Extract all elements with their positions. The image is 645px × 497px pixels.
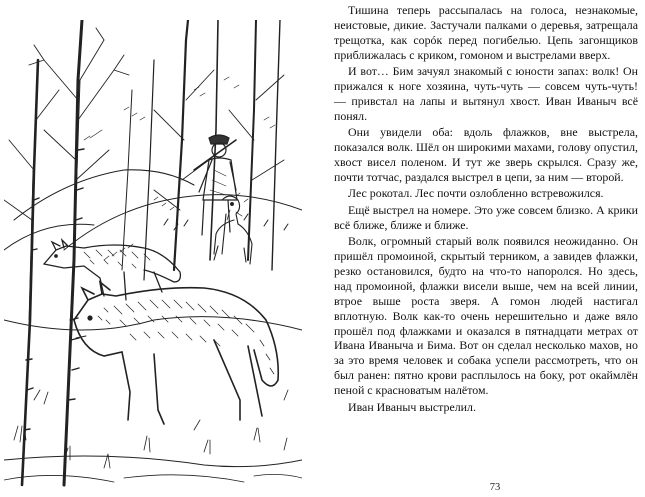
wolf-foreground [74,282,278,424]
illustration-wolves-hunter-dog [4,20,302,488]
ground-grass [4,390,302,482]
paragraph: Иван Иваныч выстрелил. [348,399,476,414]
forest-scene-drawing [4,20,302,488]
tree-branches [4,28,284,250]
paragraph: Лес рокотал. Лес почти озлобленно встревожился. [348,186,604,201]
setter-dog-bim [214,196,252,264]
birch-trees [22,20,280,485]
paragraph: Тишина теперь рассыпалась на голоса, незнакомые, неистовые, дикие. Застучали палками о деревья, затрещала трещотка, как сорóк перед погибелью. Цепь загонщиков приближалась с криком, гомоном и выстрелами вверх. [334,3,638,62]
page-number: 73 [489,482,501,493]
paragraph: Волк, огромный старый волк появился неожиданно. Он пришёл промоиной, скрытый терником, а завидев флажки, резко остановился, будто на что-то напоролся. Но здесь, над промоиной, флажки висели выше, чем на всей линии, втрое выше роста зверя. А гомон людей настигал вплотную. Волк как-то очень нерешительно и даже вяло прошёл под флажками и оказался в пятнадцати метрах от Ивана Иваныча и Бима. Вот он сделал несколько махов, но за это время человек и собака успели рассмотреть, что он был ранен: пятно крови расплылось на боку, рот окаймлён пеной с красноватым налётом. [334,234,638,398]
paragraph: И вот… Бим зачуял знакомый с юности запах: волк! Он прижался к ноге хозяина, чуть-чуть — совсем чуть-чуть! — привстал на лапы и вытянул хвост. Иван Иваныч всё понял. [334,64,638,123]
story-text-column [334,3,638,416]
paragraph: Они увидели оба: вдоль флажков, вне выстрела, показался волк. Шёл он широкими махами, голову опустил, хвост висел поленом. И тут же зверь скрылся. Сразу же, почти тотчас, раздался выстрел в цепи, за ним — второй. [334,125,638,184]
hill-ground [4,195,302,467]
paragraph: Ещё выстрел на номере. Это уже совсем близко. А крики всё ближе, ближе и ближе. [334,202,638,232]
